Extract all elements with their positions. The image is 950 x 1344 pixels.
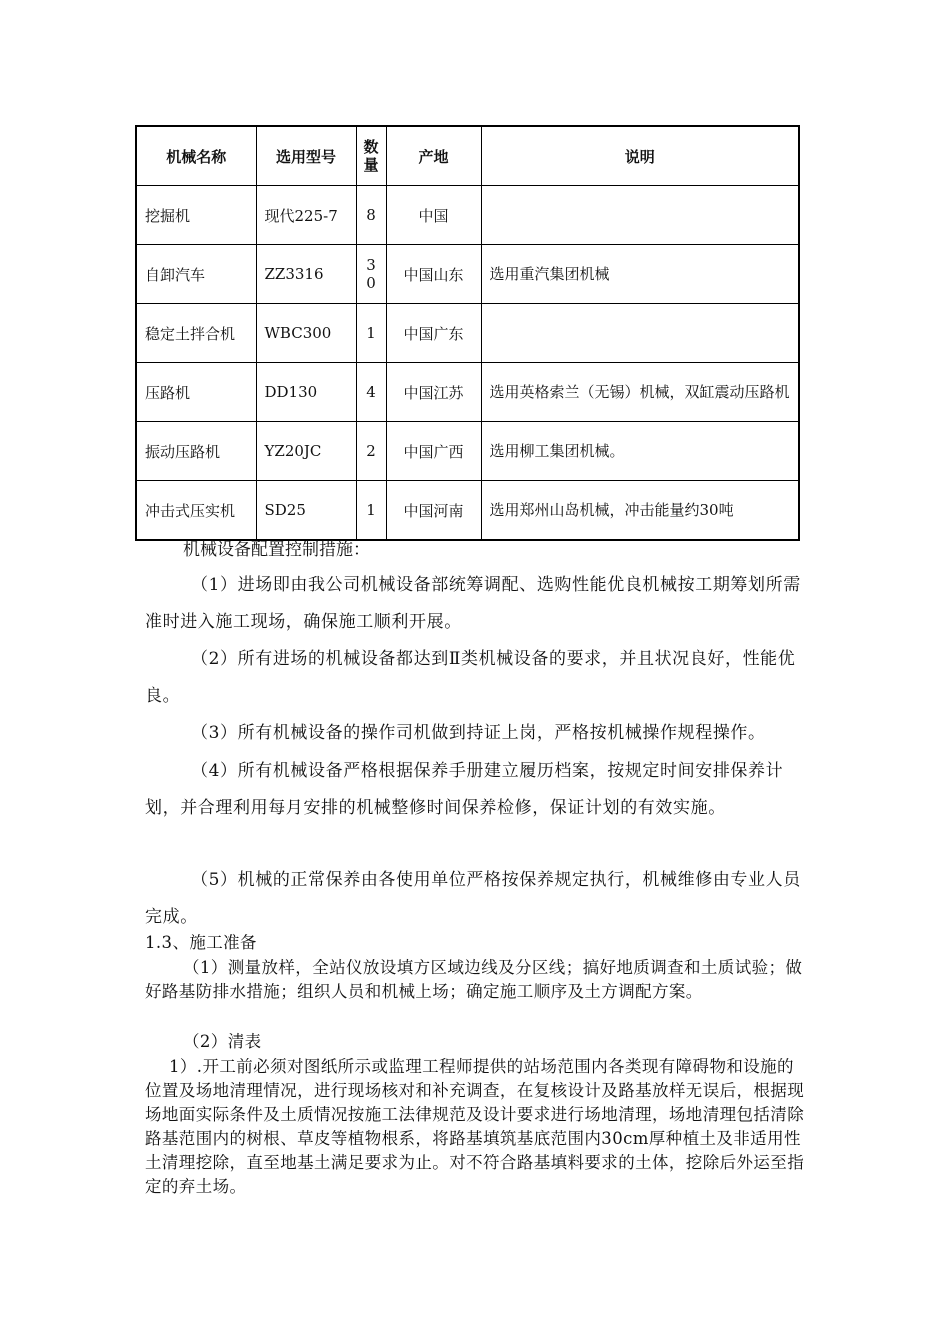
cell-model: 现代225-7: [256, 186, 356, 245]
table-header-row: [136, 126, 799, 186]
prep-item-1: （1）测量放样，全站仪放设填方区域边线及分区线；搞好地质调查和土质试验；做好路基防排水措施；组织人员和机械上场；确定施工顺序及土方调配方案。: [145, 958, 803, 1001]
cell-model: DD130: [256, 363, 356, 422]
cell-name: 振动压路机: [136, 422, 256, 481]
cell-name: 压路机: [136, 363, 256, 422]
cell-qty: 8: [356, 186, 386, 245]
cell-model: ZZ3316: [256, 245, 356, 304]
cell-origin: 中国山东: [386, 245, 481, 304]
header-model: 选用型号: [256, 126, 356, 186]
table-row: [136, 363, 799, 422]
measure-2: （2）所有进场的机械设备都达到Ⅱ类机械设备的要求，并且状况良好，性能优良。: [145, 649, 796, 706]
cell-note: 选用重汽集团机械: [481, 245, 799, 304]
cell-qty: 1: [356, 481, 386, 541]
section-heading: 机械设备配置控制措施：: [183, 540, 370, 560]
measure-3: （3）所有机械设备的操作司机做到持证上岗，严格按机械操作规程操作。: [191, 723, 766, 743]
cell-note: [481, 186, 799, 245]
header-origin: 产地: [386, 126, 481, 186]
cell-origin: 中国: [386, 186, 481, 245]
cell-name: 冲击式压实机: [136, 481, 256, 541]
header-name: 机械名称: [136, 126, 256, 186]
cell-model: SD25: [256, 481, 356, 541]
prep-item-3: 1）.开工前必须对图纸所示或监理工程师提供的站场范围内各类现有障碍物和设施的位置及场地清理情况，进行现场核对和补充调查，在复核设计及路基放样无误后，根据现场地面实际条件及土质情况按施工法律规范及设计要求进行场地清理，场地清理包括清除路基范围内的树根、草皮等植物根系，将路基填筑基底范围内30cm厚种植土及非适用性土清理挖除，直至地基土满足要求为止。对不符合路基填料要求的土体，挖除后外运至指定的弃土场。: [145, 1057, 805, 1196]
measure-4: （4）所有机械设备严格根据保养手册建立履历档案，按规定时间安排保养计划，并合理利用每月安排的机械整修时间保养检修，保证计划的有效实施。: [145, 761, 784, 818]
cell-origin: 中国河南: [386, 481, 481, 541]
cell-name: 挖掘机: [136, 186, 256, 245]
measure-1: （1）进场即由我公司机械设备部统筹调配、选购性能优良机械按工期筹划所需准时进入施工现场，确保施工顺利开展。: [145, 575, 801, 632]
cell-note: 选用柳工集团机械。: [481, 422, 799, 481]
header-qty: 数量: [356, 126, 386, 186]
table-row: [136, 481, 799, 541]
cell-qty: 4: [356, 363, 386, 422]
prep-item-2: （2）清表: [183, 1032, 262, 1051]
cell-note: 选用郑州山岛机械，冲击能量约30吨: [481, 481, 799, 541]
cell-origin: 中国江苏: [386, 363, 481, 422]
cell-name: 稳定土拌合机: [136, 304, 256, 363]
cell-note: 选用英格索兰（无锡）机械，双缸震动压路机: [481, 363, 799, 422]
cell-model: WBC300: [256, 304, 356, 363]
cell-model: YZ20JC: [256, 422, 356, 481]
equipment-table: [135, 125, 800, 541]
cell-origin: 中国广西: [386, 422, 481, 481]
cell-origin: 中国广东: [386, 304, 481, 363]
cell-qty: 30: [356, 245, 386, 304]
prep-heading: 1.3、施工准备: [145, 933, 257, 952]
table-row: [136, 422, 799, 481]
table-row: [136, 245, 799, 304]
measure-5: （5）机械的正常保养由各使用单位严格按保养规定执行，机械维修由专业人员完成。: [145, 870, 801, 927]
header-note: 说明: [481, 126, 799, 186]
cell-note: [481, 304, 799, 363]
table-row: [136, 304, 799, 363]
cell-name: 自卸汽车: [136, 245, 256, 304]
cell-qty: 2: [356, 422, 386, 481]
table-row: [136, 186, 799, 245]
cell-qty: 1: [356, 304, 386, 363]
